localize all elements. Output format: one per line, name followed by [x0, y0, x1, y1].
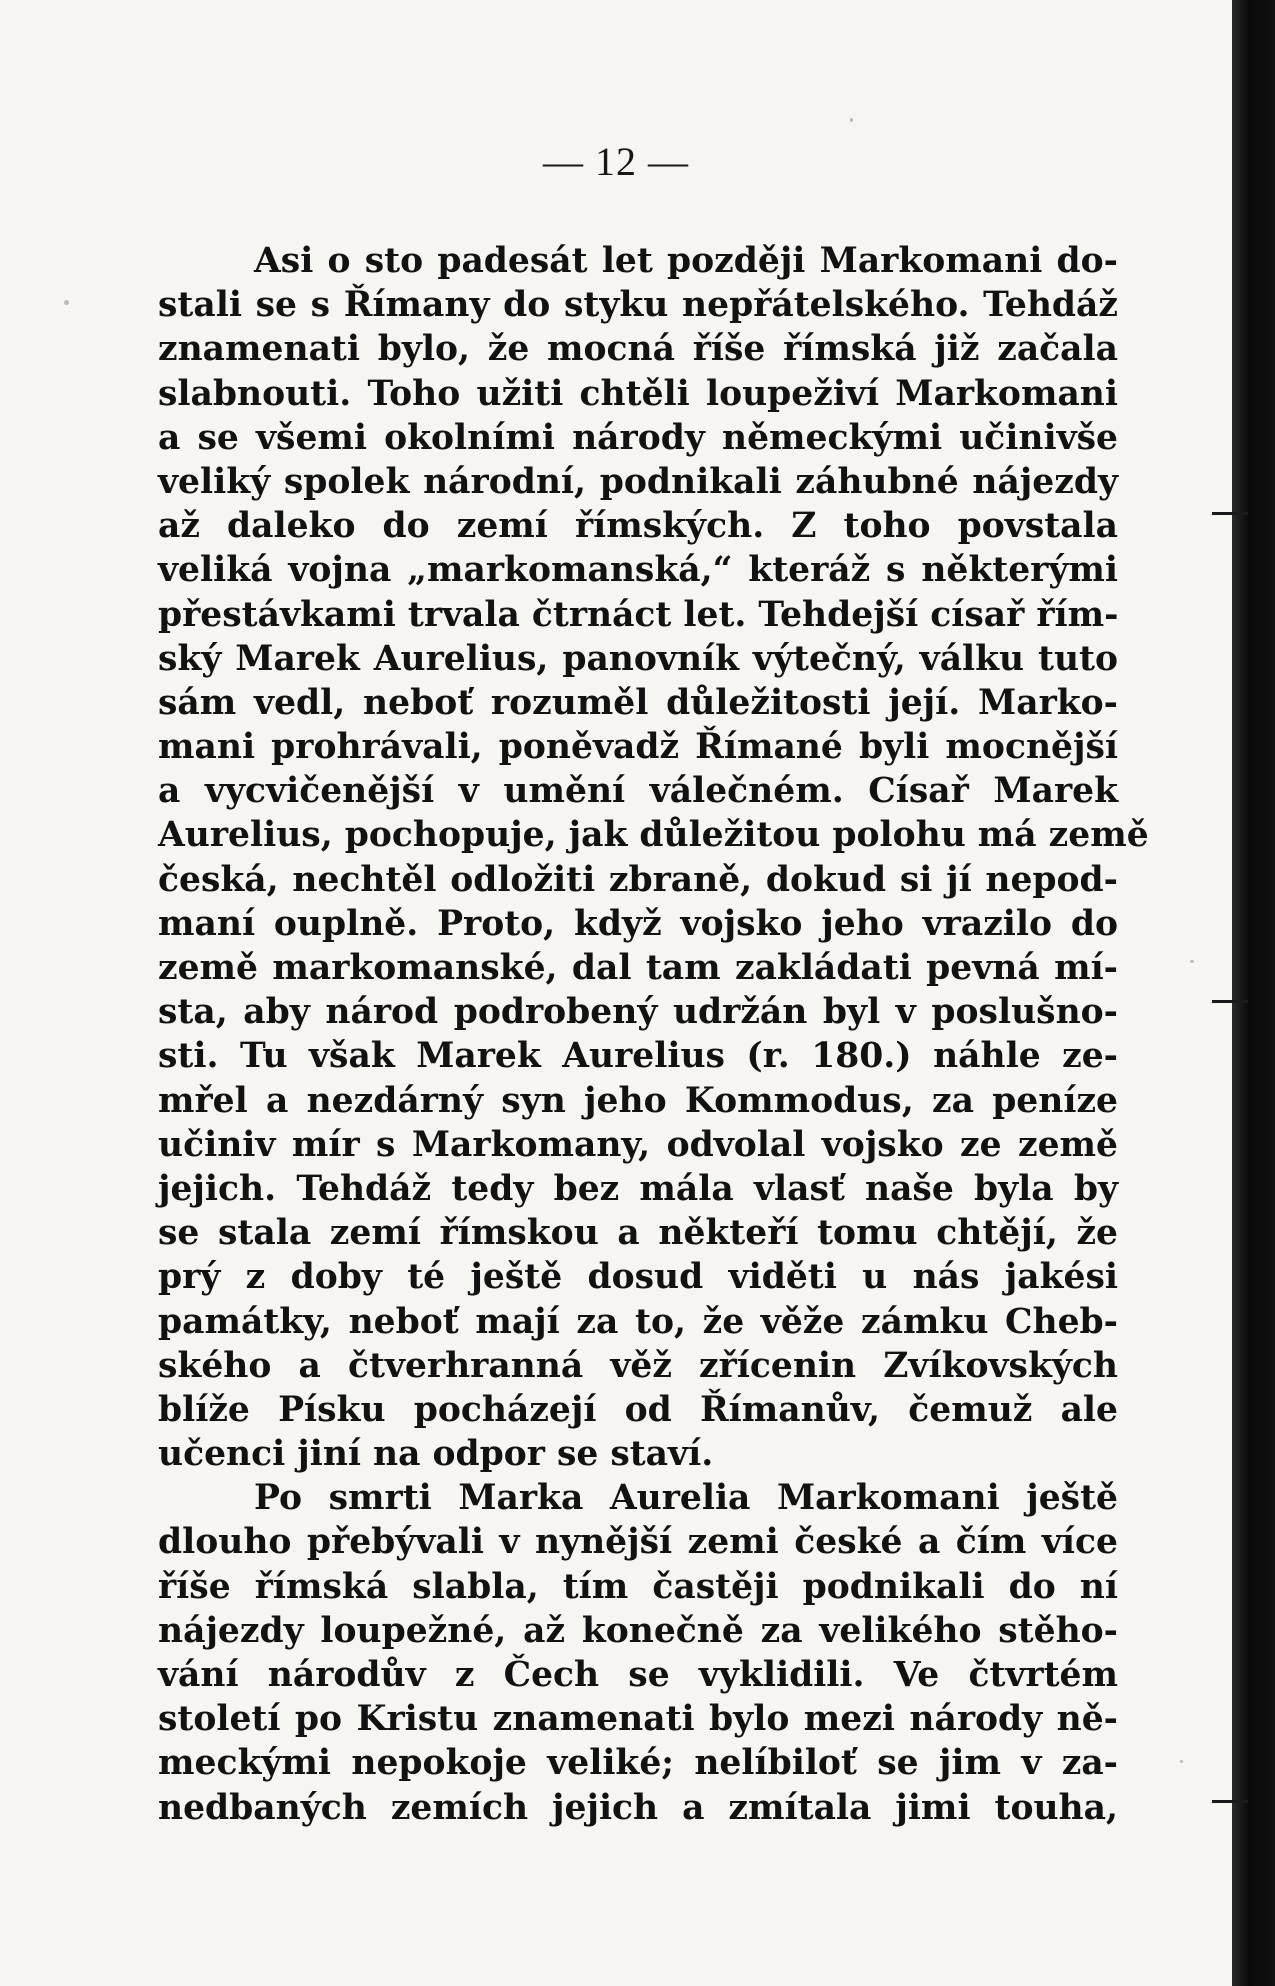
paper-speck — [850, 118, 853, 122]
text-line: dlouho přebývali v nynější zemi české a čím více — [158, 1522, 1118, 1563]
text-line: mřel a nezdárný syn jeho Kommodus, za peníze — [158, 1080, 1118, 1121]
text-line: nájezdy loupežné, až konečně za velikého stěho- — [158, 1610, 1118, 1651]
text-line: maní ouplně. Proto, když vojsko jeho vrazilo do — [158, 903, 1118, 944]
text-line: sám vedl, neboť rozuměl důležitosti její. Marko- — [158, 682, 1118, 723]
paper-speck — [1180, 1760, 1183, 1763]
text-line: blíže Písku pocházejí od Římanův, čemuž ale — [158, 1389, 1118, 1430]
text-line: a se všemi okolními národy německými učinivše — [158, 417, 1118, 458]
text-line: jejich. Tehdáž tedy bez mála vlasť naše byla by — [158, 1168, 1118, 1209]
text-line: říše římská slabla, tím častěji podnikali do ní — [158, 1566, 1118, 1607]
text-line: ského a čtverhranná věž zřícenin Zvíkovských — [158, 1345, 1118, 1386]
paragraph-2 — [158, 1476, 1118, 1830]
text-line: mani prohrávali, poněvadž Římané byli mocnější — [158, 727, 1118, 768]
paper-speck — [1190, 960, 1194, 963]
body-text — [158, 239, 1149, 1830]
text-line: prý z doby té ještě dosud viděti u nás jakési — [158, 1257, 1118, 1298]
spine-tick — [1212, 1000, 1248, 1003]
text-line: veliká vojna „markomanská,“ kteráž s některými — [158, 550, 1118, 591]
spine-tick — [1212, 1800, 1248, 1803]
spine-tick — [1212, 512, 1248, 515]
text-line: Po smrti Marka Aurelia Markomani ještě — [254, 1478, 1118, 1519]
text-line: se stala zemí římskou a někteří tomu chtějí, že — [158, 1213, 1118, 1254]
text-line: a vycvičenější v umění válečném. Císař Marek — [158, 771, 1118, 812]
text-line: slabnouti. Toho užiti chtěli loupeživí Markomani — [158, 373, 1118, 414]
paragraph-1 — [158, 239, 1149, 1476]
paper-speck — [64, 300, 69, 305]
text-line: stali se s Římany do styku nepřátelského. Tehdáž — [158, 285, 1118, 326]
text-line: přestávkami trvala čtrnáct let. Tehdejší císař řím- — [158, 594, 1119, 635]
text-line: učiniv mír s Markomany, odvolal vojsko ze země — [158, 1124, 1118, 1165]
text-line: Asi o sto padesát let později Markomani do- — [254, 241, 1118, 281]
text-line: vání národův z Čech se vyklidili. Ve čtvrtém — [158, 1655, 1118, 1695]
text-line: země markomanské, dal tam zakládati pevná mí- — [158, 948, 1118, 988]
text-line: století po Kristu znamenati bylo mezi národy ně- — [158, 1699, 1118, 1740]
book-spine-edge — [1232, 0, 1275, 1986]
page-number: — 12 — — [543, 139, 689, 184]
text-line: nedbaných zemích jejich a zmítala jimi touha, — [158, 1787, 1118, 1828]
text-line: sta, aby národ podrobený udržán byl v poslušno- — [158, 992, 1118, 1033]
text-line: sti. Tu však Marek Aurelius (r. 180.) náhle ze- — [158, 1036, 1118, 1077]
text-line: meckými nepokoje veliké; nelíbiloť se jim v za- — [158, 1743, 1118, 1784]
text-line: až daleko do zemí římských. Z toho povstala — [158, 506, 1118, 547]
text-line: znamenati bylo, že mocná říše římská již začala — [158, 329, 1118, 370]
text-line: učenci jiní na odpor se staví. — [158, 1434, 714, 1475]
text-line: Aurelius, pochopuje, jak důležitou polohu má země — [158, 815, 1149, 856]
text-line: památky, neboť mají za to, že věže zámku Cheb- — [158, 1301, 1118, 1342]
text-line: veliký spolek národní, podnikali záhubné nájezdy — [158, 461, 1118, 502]
text-line: česká, nechtěl odložiti zbraně, dokud si jí nepod- — [158, 859, 1118, 900]
text-line: ský Marek Aurelius, panovník výtečný, válku tuto — [158, 638, 1118, 679]
